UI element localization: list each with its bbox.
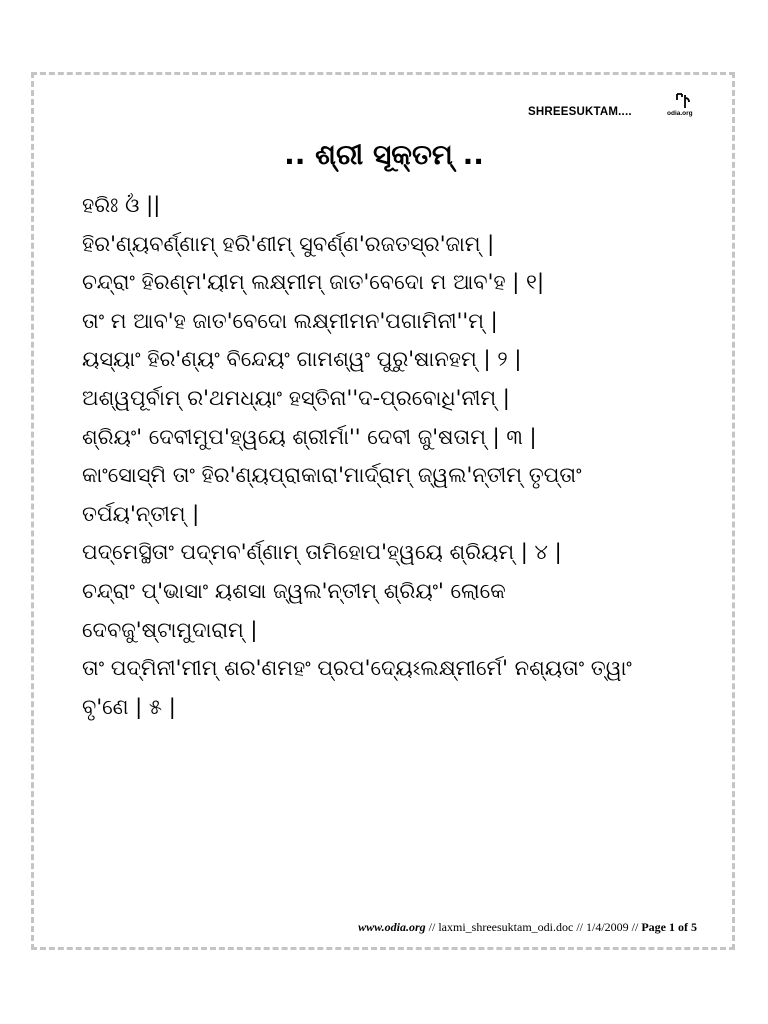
page-title: .. ଶ୍ରୀ ସୂକ୍ତମ୍ ..: [284, 138, 484, 171]
verse-line: ଚନ୍ଦ୍ରାଂ ପ୍'ଭାସାଂ ୟଶସା ଜ୍ୱଲ'ନ୍ତୀମ୍ ଶ୍ରିୟଂ' ଲୋକେ: [82, 578, 506, 603]
page-footer: [0, 920, 697, 935]
verse-line: ଅଶ୍ୱପୂର୍ବାମ୍ ର'ଥମଧ୍ୟାଂ ହସ୍ତିନା''ଦ-ପ୍ରବୋଧି'ନୀମ୍ |: [82, 385, 510, 410]
verse-line: ଚନ୍ଦ୍ରାଂ ହିରଣ୍ମ'ୟୀମ୍ ଲକ୍ଷ୍ମୀମ୍ ଜାତ'ବେଦୋ ମ ଆବ'ହ | ୧|: [82, 270, 545, 295]
verse-line: ୟସ୍ୟାଂ ହିର'ଣ୍ୟଂ ବିନ୍ଦେୟଂ ଗାମଶ୍ୱଂ ପୁରୁ'ଷାନହମ୍ | ୨ |: [82, 347, 522, 372]
verse-line: କାଂସୋସ୍ମି ତାଂ ହିର'ଣ୍ୟପ୍ରାକାରା'ମାର୍ଦ୍ରାମ୍ ଜ୍ୱଲ'ନ୍ତୀମ୍ ତୃପ୍ତାଂ: [82, 463, 582, 488]
verse-line: ଶ୍ରିୟଂ' ଦେବୀମୁପ'ହ୍ୱୟେ ଶ୍ରୀର୍ମା'' ଦେବୀ ଜୁ'ଷତାମ୍ | ୩ |: [82, 424, 537, 449]
header-site: odia.org: [667, 110, 693, 117]
footer-separator: //: [628, 920, 642, 934]
verse-line: ତାଂ ମ ଆବ'ହ ଜାତ'ବେଦୋ ଲକ୍ଷ୍ମୀମନ'ପଗାମିନୀ''ମ୍ |: [82, 308, 498, 333]
verse-line: ପଦ୍ମେସ୍ଥିତାଂ ପଦ୍ମବ'ର୍ଣ୍ଣାମ୍ ତାମିହୋପ'ହ୍ୱୟେ ଶ୍ରିୟମ୍ | ୪ |: [82, 540, 562, 565]
verse-line: ହିର'ଣ୍ୟବର୍ଣ୍ଣାମ୍ ହରି'ଣୀମ୍ ସୁବର୍ଣ୍ଣ'ରଜତସ୍ର'ଜାମ୍ |: [82, 231, 495, 256]
header-brand: SHREESUKTAM....: [528, 106, 632, 118]
verse-line: ବୃ'ଣେ | ୫ |: [82, 694, 176, 719]
footer-filename: laxmi_shreesuktam_odi.doc: [438, 920, 574, 934]
footer-site-link[interactable]: www.odia.org: [358, 920, 426, 934]
header-logo: [528, 92, 698, 126]
verse-line: ହରିଃ ଓଁ ||: [82, 193, 161, 217]
footer-separator: //: [425, 920, 439, 934]
verse-line: ତାଂ ପଦ୍ମିନୀ'ମୀମ୍ ଶର'ଣମହଂ ପ୍ରପ'ଦ୍ୟେଽଲକ୍ଷ୍ମୀର୍ମେ' ନଶ୍ୟତାଂ ତ୍ୱାଂ: [82, 656, 632, 681]
odia-logo-icon: [674, 92, 692, 110]
footer-separator: //: [573, 920, 586, 934]
footer-page-number: Page 1 of 5: [641, 920, 697, 934]
footer-date: 1/4/2009: [586, 920, 629, 934]
verse-line: ଦେବଜୁ'ଷ୍ଟାମୁଦାରାମ୍ |: [82, 617, 258, 642]
verse-line: ତର୍ପୟ'ନ୍ତୀମ୍ |: [82, 501, 200, 526]
verse-list: [82, 186, 712, 726]
